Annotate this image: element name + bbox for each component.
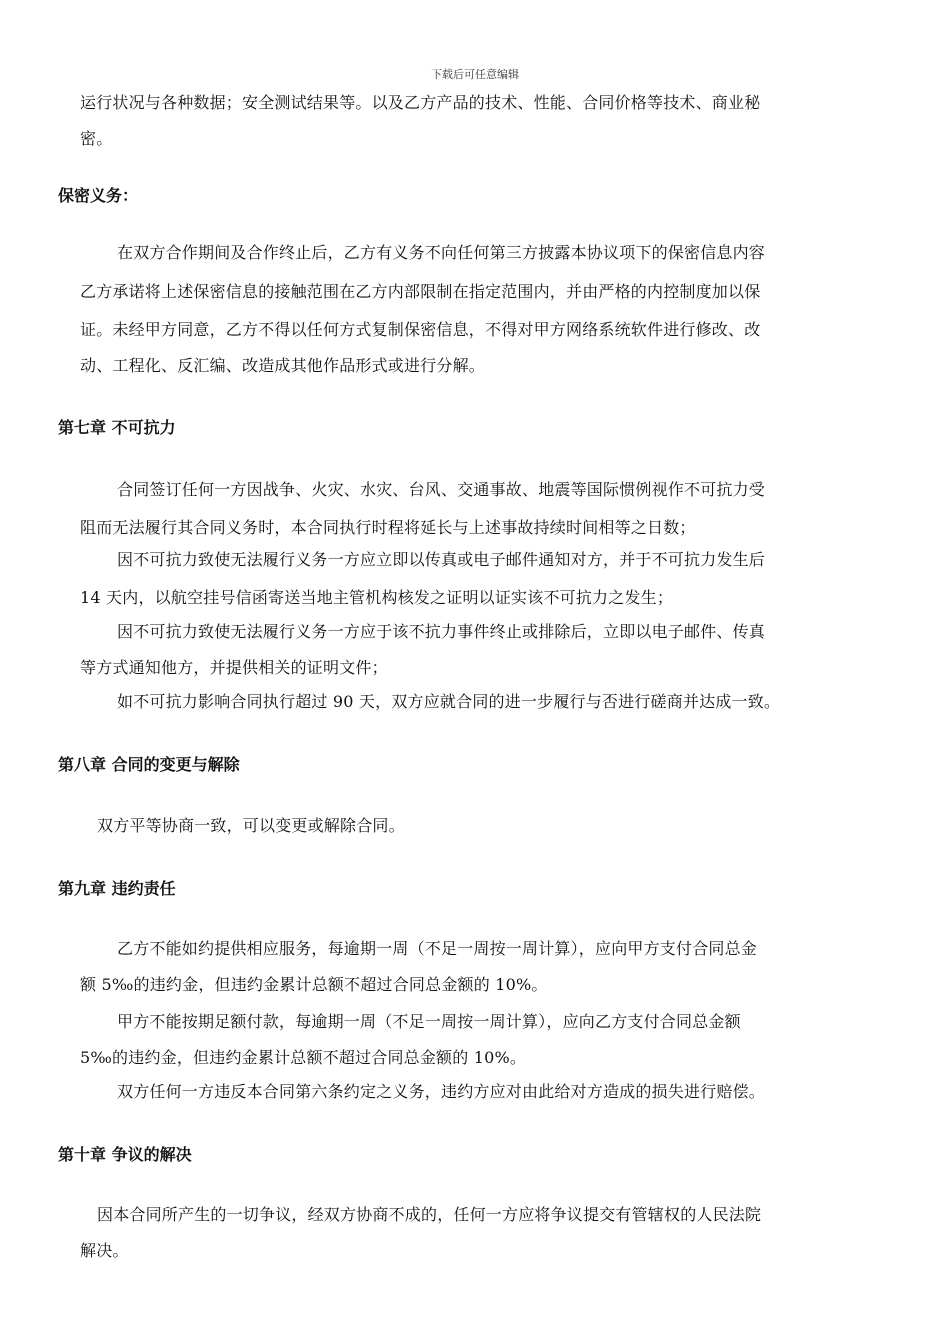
chapter7-line-2: 阻而无法履行其合同义务时，本合同执行时程将延长与上述事故持续时间相等之日数； [80,518,696,537]
chapter9-line-2: 额 5‰的违约金，但违约金累计总额不超过合同总金额的 10%。 [80,975,548,994]
chapter8-heading: 第八章 合同的变更与解除 [58,755,240,774]
confidentiality-line-1: 在双方合作期间及合作终止后，乙方有义务不向任何第三方披露本协议项下的保密信息内容 [117,243,766,262]
confidentiality-heading: 保密义务： [58,186,139,205]
intro-line-1: 运行状况与各种数据；安全测试结果等。以及乙方产品的技术、性能、合同价格等技术、商业秘 [80,93,761,112]
chapter7-line-7: 如不可抗力影响合同执行超过 90 天，双方应就合同的进一步履行与否进行磋商并达成一致。 [117,692,781,711]
chapter7-line-4: 14 天内，以航空挂号信函寄送当地主管机构核发之证明以证实该不可抗力之发生； [80,588,674,607]
chapter8-line-1: 双方平等协商一致，可以变更或解除合同。 [97,816,405,835]
chapter9-line-3: 甲方不能按期足额付款，每逾期一周（不足一周按一周计算），应向乙方支付合同总金额 [117,1012,741,1031]
confidentiality-line-3: 证。未经甲方同意，乙方不得以任何方式复制保密信息，不得对甲方网络系统软件进行修改、改 [80,320,761,339]
confidentiality-line-2: 乙方承诺将上述保密信息的接触范围在乙方内部限制在指定范围内，并由严格的内控制度加以保 [80,282,761,301]
chapter7-line-6: 等方式通知他方，并提供相关的证明文件； [80,658,388,677]
chapter10-line-2: 解决。 [80,1241,129,1260]
intro-line-2: 密。 [80,129,113,148]
header-note: 下载后可任意编辑 [431,68,519,81]
chapter7-line-5: 因不可抗力致使无法履行义务一方应于该不抗力事件终止或排除后，立即以电子邮件、传真 [117,622,766,641]
chapter10-heading: 第十章 争议的解决 [58,1145,192,1164]
chapter9-line-4: 5‰的违约金，但违约金累计总额不超过合同总金额的 10%。 [80,1048,527,1067]
chapter10-line-1: 因本合同所产生的一切争议，经双方协商不成的，任何一方应将争议提交有管辖权的人民法院 [97,1205,762,1224]
chapter7-line-3: 因不可抗力致使无法履行义务一方应立即以传真或电子邮件通知对方，并于不可抗力发生后 [117,550,766,569]
chapter9-line-1: 乙方不能如约提供相应服务，每逾期一周（不足一周按一周计算），应向甲方支付合同总金 [117,939,758,958]
chapter9-heading: 第九章 违约责任 [58,879,176,898]
chapter9-line-5: 双方任何一方违反本合同第六条约定之义务，违约方应对由此给对方造成的损失进行赔偿。 [117,1082,766,1101]
chapter7-heading: 第七章 不可抗力 [58,418,176,437]
chapter7-line-1: 合同签订任何一方因战争、火灾、水灾、台风、交通事故、地震等国际惯例视作不可抗力受 [117,480,766,499]
confidentiality-line-4: 动、工程化、反汇编、改造成其他作品形式或进行分解。 [80,356,486,375]
